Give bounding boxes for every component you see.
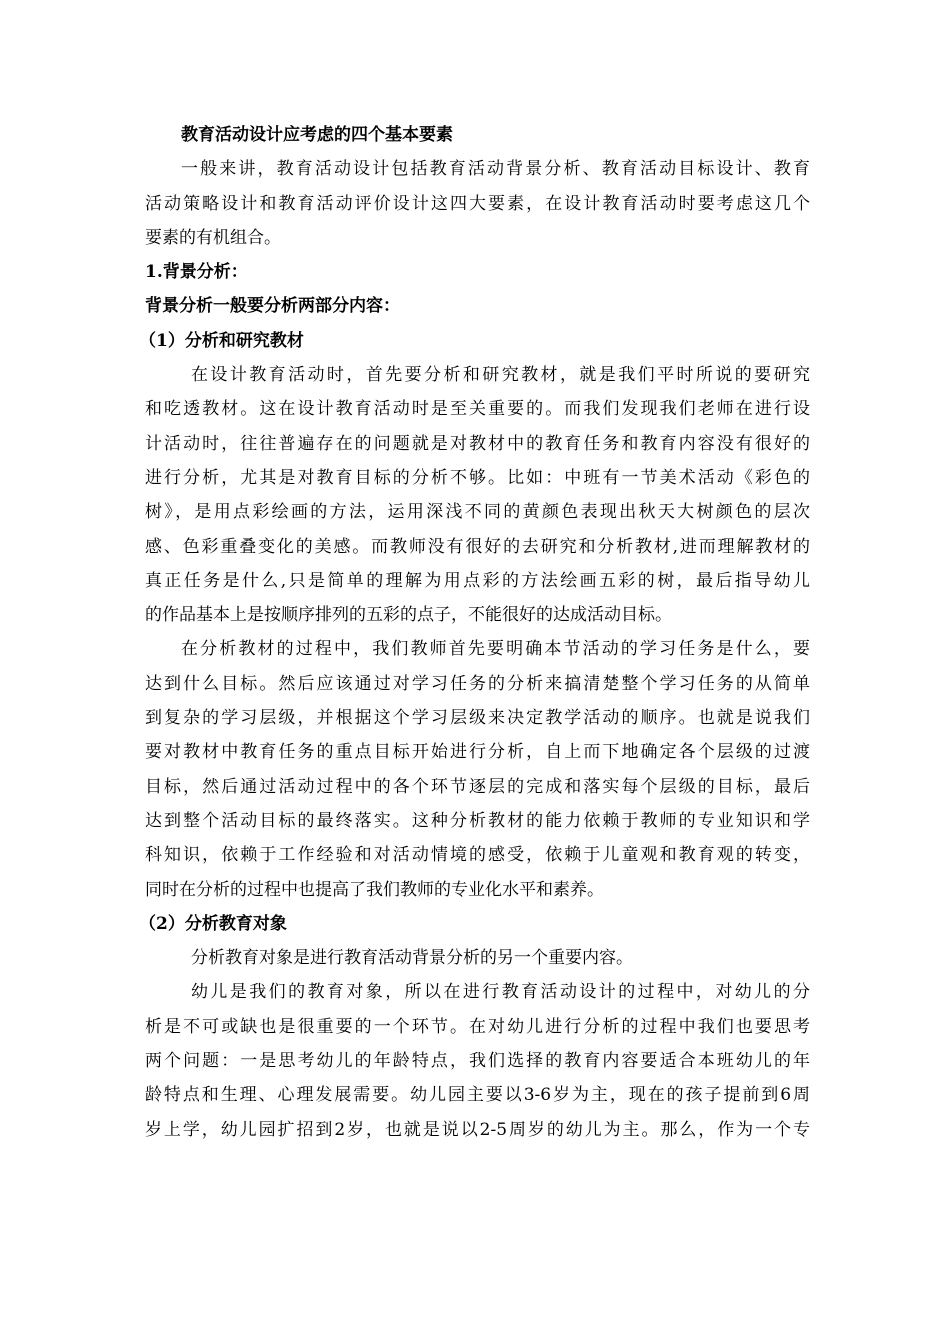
subsection-heading: （1）分析和研究教材 xyxy=(139,330,304,351)
text-line: 分析教育对象是进行教育活动背景分析的另一个重要内容。 xyxy=(191,948,633,969)
text-line: 在设计教育活动时，首先要分析和研究教材，就是我们平时所说的要研究 xyxy=(191,365,810,386)
text-line: 要对教材中教育任务的重点目标开始进行分析，自上而下地确定各个层级的过渡 xyxy=(145,742,810,763)
text-line: 两个问题：一是思考幼儿的年龄特点，我们选择的教育内容要适合本班幼儿的年 xyxy=(145,1051,810,1072)
text-line: 计活动时，往往普遍存在的问题就是对教材中的教育任务和教育内容没有很好的 xyxy=(145,433,810,454)
text-line: 达到整个活动目标的最终落实。这种分析教材的能力依赖于教师的专业知识和学 xyxy=(145,810,810,831)
document-title: 教育活动设计应考虑的四个基本要素 xyxy=(181,125,453,145)
subsection-heading: （2）分析教育对象 xyxy=(139,913,287,934)
section-subheading: 背景分析一般要分析两部分内容： xyxy=(145,296,400,317)
text-line: 岁上学，幼儿园扩招到2岁，也就是说以2-5周岁的幼儿为主。那么，作为一个专 xyxy=(145,1119,810,1140)
intro-paragraph xyxy=(145,152,810,255)
text-line: 在分析教材的过程中，我们教师首先要明确本节活动的学习任务是什么，要 xyxy=(181,639,810,660)
text-line: 的作品基本上是按顺序排列的五彩的点子，不能很好的达成活动目标。 xyxy=(145,605,672,626)
document-page xyxy=(139,118,810,1147)
text-line: 目标，然后通过活动过程中的各个环节逐层的完成和落实每个层级的目标，最后 xyxy=(145,776,810,797)
paragraph xyxy=(145,358,810,632)
paragraph xyxy=(145,975,810,1146)
text-line: 一般来讲，教育活动设计包括教育活动背景分析、教育活动目标设计、教育 xyxy=(181,159,810,180)
text-line: 科知识，依赖于工作经验和对活动情境的感受，依赖于儿童观和教育观的转变， xyxy=(145,845,810,866)
text-line: 达到什么目标。然后应该通过对学习任务的分析来搞清楚整个学习任务的从简单 xyxy=(145,673,810,694)
text-line: 析是不可或缺也是很重要的一个环节。在对幼儿进行分析的过程中我们也要思考 xyxy=(145,1016,810,1037)
text-line: 感、色彩重叠变化的美感。而教师没有很好的去研究和分析教材,进而理解教材的 xyxy=(145,536,810,557)
text-line: 和吃透教材。这在设计教育活动时是至关重要的。而我们发现我们老师在进行设 xyxy=(145,399,810,420)
text-line: 幼儿是我们的教育对象，所以在进行教育活动设计的过程中，对幼儿的分 xyxy=(191,982,810,1003)
text-line: 树》，是用点彩绘画的方法，运用深浅不同的黄颜色表现出秋天大树颜色的层次 xyxy=(145,502,810,523)
text-line: 活动策略设计和教育活动评价设计这四大要素，在设计教育活动时要考虑这几个 xyxy=(145,193,810,214)
text-line: 真正任务是什么,只是简单的理解为用点彩的方法绘画五彩的树，最后指导幼儿 xyxy=(145,570,810,591)
text-line: 龄特点和生理、心理发展需要。幼儿园主要以3-6岁为主，现在的孩子提前到6周 xyxy=(145,1085,810,1106)
text-line: 进行分析，尤其是对教育目标的分析不够。比如：中班有一节美术活动《彩色的 xyxy=(145,467,810,488)
paragraph xyxy=(145,632,810,906)
section-heading: 1.背景分析： xyxy=(145,262,248,283)
text-line: 同时在分析的过程中也提高了我们教师的专业化水平和素养。 xyxy=(145,879,604,900)
text-line: 要素的有机组合。 xyxy=(145,227,281,248)
text-line: 到复杂的学习层级，并根据这个学习层级来决定教学活动的顺序。也就是说我们 xyxy=(145,708,810,729)
